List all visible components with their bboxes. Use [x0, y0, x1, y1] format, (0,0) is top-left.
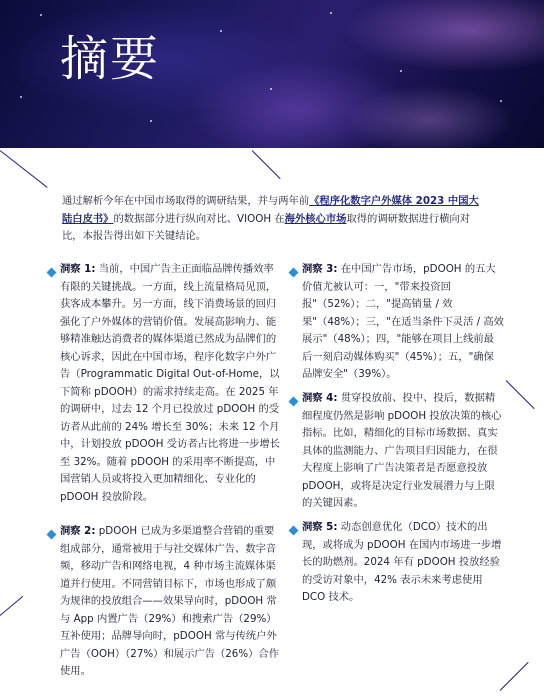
- bullet-diamond-icon: [47, 268, 57, 278]
- star: [220, 30, 222, 32]
- finding-4-text: 贯穿投放前、投中、投后，数据精细程度仍然是影响 pDOOH 投放决策的核心指标。比如，精细化的目标市场数据、真实具体的监测能力、广告项目归因能力，在很大程度上影响了广告决策者是否愿意投放 pDOOH，或将是决定行业发展潜力与上限的关键因素。: [302, 392, 502, 509]
- finding-3: [302, 261, 504, 384]
- star: [150, 120, 152, 122]
- star: [270, 88, 272, 90]
- finding-4: [302, 390, 504, 513]
- decor-line: [0, 150, 48, 188]
- bullet-diamond-icon: [47, 530, 57, 540]
- finding-1-text: 当前，中国广告主正面临品牌传播效率有限的关键挑战。一方面，线上流量格局见顶，获客成本攀升。另一方面，线下消费场景的回归强化了户外媒体的营销价值。发展高影响力、能够精准触达消费者的媒体渠道已然成为品牌们的核心诉求，因此在中国市场，程序化数字户外广告（Programmatic Digital Out-of-Home，以下简称 pDOOH）的需求持续走高。在 2025 年的调研中，过去 12 个月已投放过 pDOOH 的受访者从此前的 24% 增长至 30%；未来 12 个月中，计划投放 pDOOH 受访者占比将进一步增长至 32%。随着 pDOOH 的采用率不断提高，中国营销人员或将投入更加精细化、专业化的 pDOOH 投放阶段。: [60, 263, 281, 503]
- whitepaper-link[interactable]: 《程序化数字户外媒体 2023 中国大陆白皮书》: [62, 195, 479, 225]
- star: [330, 12, 332, 14]
- star: [500, 100, 502, 102]
- finding-4-head: 洞察 4:: [302, 392, 338, 404]
- decor-line: [0, 596, 23, 616]
- star: [400, 70, 402, 72]
- decor-line: [500, 662, 529, 691]
- overseas-market-link[interactable]: 海外核心市场: [284, 212, 347, 225]
- finding-5: [302, 519, 504, 607]
- header-banner: [0, 0, 544, 148]
- decor-line: [252, 150, 281, 179]
- finding-2-text: pDOOH 已成为多渠道整合营销的重要组成部分，通常被用于与社交媒体广告、数字音频，移动广告和网络电视，4 种市场主流媒体渠道并行使用。不同营销目标下，市场也形成了颇为规律的投放组合——效果导向时，pDOOH 常与 App 内置广告（29%）和搜索广告（29%）互补使用；品牌导向时，pDOOH 常与传统户外广告（OOH）（27%）和展示广告（26%）合作使用。: [60, 525, 280, 677]
- finding-3-head: 洞察 3:: [302, 263, 338, 275]
- bullet-diamond-icon: [289, 268, 299, 278]
- finding-5-head: 洞察 5:: [302, 521, 338, 533]
- intro-paragraph: [62, 193, 482, 246]
- finding-1: [60, 261, 280, 506]
- intro-text: 取得的调研数据进行横向对比，本报告得出如下关键结论。: [62, 212, 470, 242]
- finding-2-head: 洞察 2:: [60, 525, 96, 537]
- finding-1-head: 洞察 1:: [60, 263, 96, 275]
- bullet-diamond-icon: [289, 526, 299, 536]
- intro-text: 的数据部分进行纵向对比、VIOOH 在: [113, 212, 285, 225]
- intro-text: 通过解析今年在中国市场取得的调研结果，并与两年前: [62, 195, 310, 207]
- bullet-diamond-icon: [289, 397, 299, 407]
- star: [20, 96, 22, 98]
- finding-3-text: 在中国广告市场，pDOOH 的五大价值尤被认可：一，"带来投资回报"（52%）；二，"提高销量 / 效果"（48%）；三，"在适当条件下灵活 / 高效展示"（48%）；四，"能够在项目上线前最后一刻启动媒体购买"（45%）；五，"确保品牌安全"（39%）。: [302, 263, 504, 380]
- finding-5-text: 动态创意优化（DCO）技术的出现，或将成为 pDOOH 在国内市场进一步增长的助燃剂。2024 年有 pDOOH 投放经验的受访对象中，42% 表示未来考虑使用 DCO 技术。: [302, 521, 502, 603]
- page-title: 摘要: [60, 31, 161, 87]
- decor-line: [506, 380, 535, 409]
- finding-2: [60, 523, 280, 681]
- star: [40, 14, 42, 16]
